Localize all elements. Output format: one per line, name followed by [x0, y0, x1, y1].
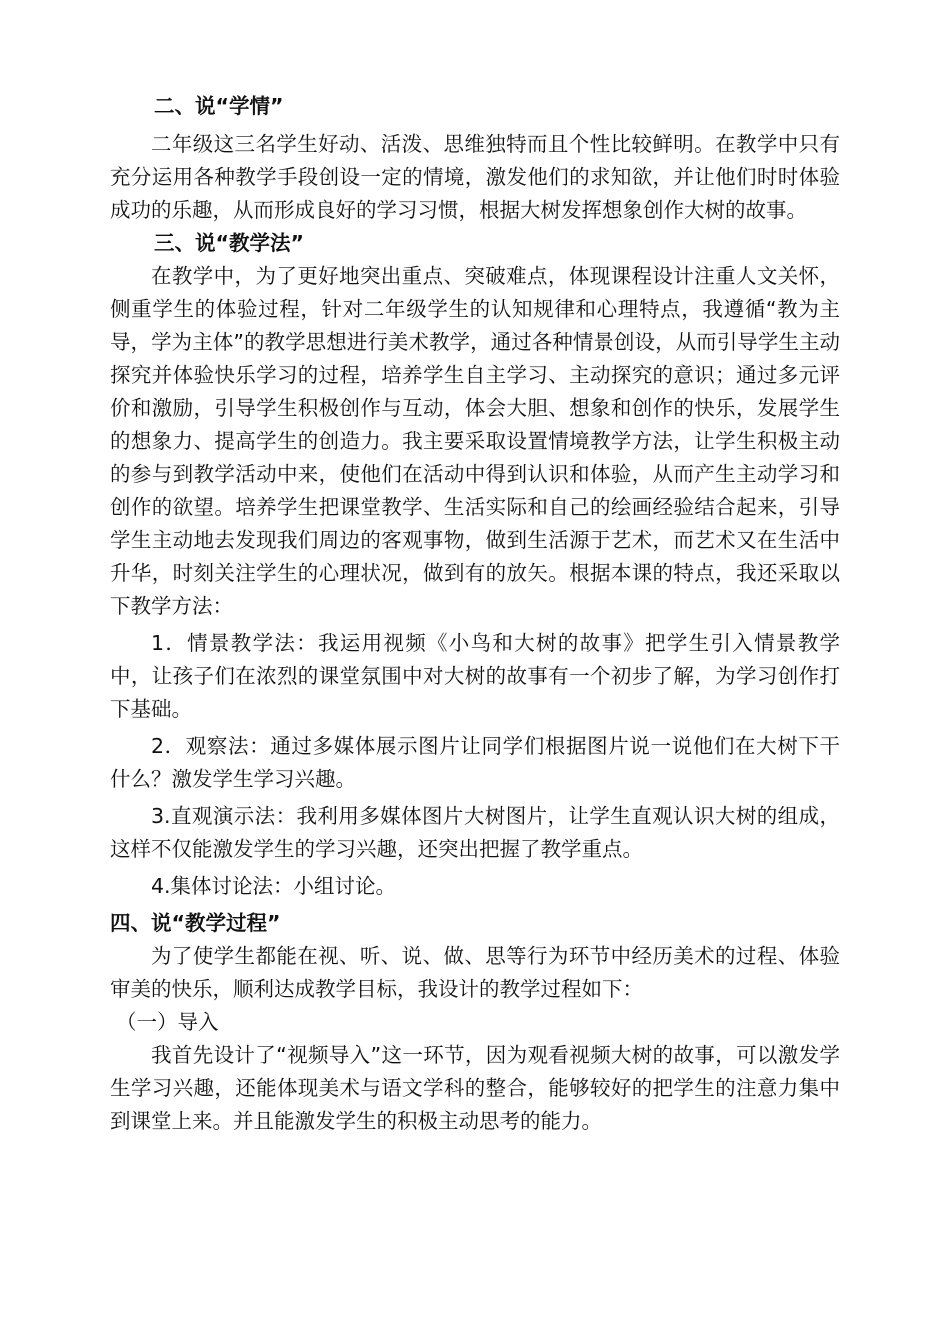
section-heading-teaching-process: 四、说“教学过程”	[110, 911, 281, 935]
document-page	[110, 90, 840, 1138]
section-heading-learning-situation: 二、说“学情”	[154, 94, 284, 118]
paragraph-teaching-methods: 在教学中，为了更好地突出重点、突破难点，体现课程设计注重人文关怀，侧重学生的体验过程，针对二年级学生的认知规律和心理特点，我遵循“教为主导，学为主体”的教学思想进行美术教学，通过各种情景创设，从而引导学生主动探究并体验快乐学习的过程，培养学生自主学习、主动探究的意识；通过多元评价和激励，引导学生积极创作与互动，体会大胆、想象和创作的快乐，发展学生的想象力、提高学生的创造力。我主要采取设置情境教学方法，让学生积极主动的参与到教学活动中来，使他们在活动中得到认识和体验，从而产生主动学习和创作的欲望。培养学生把课堂教学、生活实际和自己的绘画经验结合起来，引导学生主动地去发现我们周边的客观事物，做到生活源于艺术，而艺术又在生活中升华，时刻关注学生的心理状况，做到有的放矢。根据本课的特点，我还采取以下教学方法：	[110, 264, 840, 618]
paragraph-teaching-process: 为了使学生都能在视、听、说、做、思等行为环节中经历美术的过程、体验审美的快乐，顺利达成教学目标，我设计的教学过程如下：	[110, 944, 840, 1001]
paragraph-learning-situation: 二年级这三名学生好动、活泼、思维独特而且个性比较鲜明。在教学中只有充分运用各种教学手段创设一定的情境，激发他们的求知欲，并让他们时时体验成功的乐趣，从而形成良好的学习习惯，根据大树发挥想象创作大树的故事。	[110, 132, 840, 222]
method-item-demonstration: 3.直观演示法：我利用多媒体图片大树图片，让学生直观认识大树的组成，这样不仅能激发学生的学习兴趣，还突出把握了教学重点。	[110, 804, 840, 861]
method-item-situational: 1．情景教学法：我运用视频《小鸟和大树的故事》把学生引入情景教学中，让孩子们在浓烈的课堂氛围中对大树的故事有一个初步了解，为学习创作打下基础。	[110, 631, 840, 721]
method-item-discussion: 4.集体讨论法：小组讨论。	[151, 874, 397, 898]
subsection-heading-introduction: （一）导入	[116, 1010, 219, 1034]
paragraph-introduction: 我首先设计了“视频导入”这一环节，因为观看视频大树的故事，可以激发学生学习兴趣，还能体现美术与语文学科的整合，能够较好的把学生的注意力集中到课堂上来。并且能激发学生的积极主动思考的能力。	[110, 1043, 840, 1133]
method-item-observation: 2．观察法：通过多媒体展示图片让同学们根据图片说一说他们在大树下干什么？激发学生学习兴趣。	[110, 734, 840, 791]
section-heading-teaching-methods: 三、说“教学法”	[154, 231, 304, 255]
